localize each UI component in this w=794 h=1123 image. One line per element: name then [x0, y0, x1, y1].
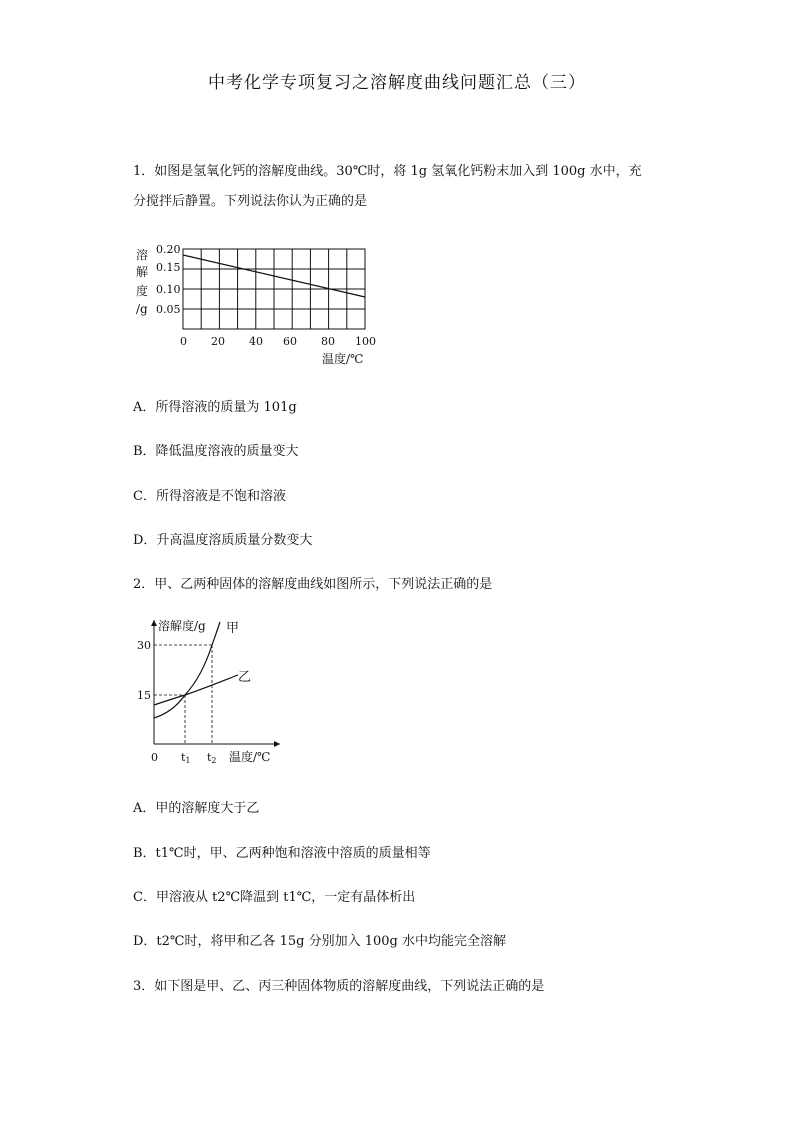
q1-ylabel-char: 度 [136, 284, 149, 298]
q1-ytick-label: 0.05 [156, 303, 181, 316]
q2-xtick-label: t1 [181, 751, 191, 765]
q1-ylabel-char: /g [136, 302, 148, 316]
q1-option-d[interactable]: D．升高温度溶质质量分数变大 [133, 533, 313, 548]
q2-ytick-label: 15 [137, 689, 151, 702]
q1-xlabel: 温度/℃ [322, 352, 364, 366]
q2-option-a[interactable]: A．甲的溶解度大于乙 [133, 801, 260, 816]
q2-series-jia-label: 甲 [226, 621, 240, 636]
q1-stem-line1: 1．如图是氢氧化钙的溶解度曲线。30℃时，将 1g 氢氧化钙粉末加入到 100g 水中，充 [133, 164, 642, 179]
q2-ylabel: 溶解度/g [158, 619, 206, 633]
q2-xlabel: 温度/℃ [229, 750, 271, 764]
q1-ytick-label: 0.15 [156, 261, 181, 274]
q2-solubility-chart [130, 612, 290, 772]
q1-xtick-label: 60 [283, 335, 297, 348]
q1-xtick-label: 80 [321, 335, 335, 348]
q1-xtick-label: 0 [180, 335, 187, 348]
q3-stem: 3．如下图是甲、乙、丙三种固体物质的溶解度曲线，下列说法正确的是 [133, 979, 545, 994]
q2-option-d[interactable]: D．t2℃时，将甲和乙各 15g 分别加入 100g 水中均能完全溶解 [133, 934, 506, 949]
q2-origin-label: 0 [151, 751, 158, 764]
q1-ytick-label: 0.10 [156, 283, 181, 296]
q1-solubility-chart [130, 240, 390, 370]
q2-option-b[interactable]: B．t1℃时，甲、乙两种饱和溶液中溶质的质量相等 [133, 846, 431, 861]
q1-ytick-label: 0.20 [156, 243, 181, 256]
q2-stem: 2．甲、乙两种固体的溶解度曲线如图所示，下列说法正确的是 [133, 577, 493, 592]
page-title: 中考化学专项复习之溶解度曲线问题汇总（三） [208, 73, 586, 93]
q1-option-c[interactable]: C．所得溶液是不饱和溶液 [133, 489, 286, 504]
q1-xtick-label: 40 [249, 335, 263, 348]
q1-xtick-label: 100 [355, 335, 376, 348]
q1-stem-line2: 分搅拌后静置。下列说法你认为正确的是 [133, 194, 368, 209]
q2-series-yi-label: 乙 [238, 670, 252, 685]
q2-ytick-label: 30 [137, 639, 151, 652]
q1-option-a[interactable]: A．所得溶液的质量为 101g [133, 400, 297, 415]
q1-xtick-label: 20 [211, 335, 225, 348]
q2-option-c[interactable]: C．甲溶液从 t2℃降温到 t1℃，一定有晶体析出 [133, 890, 416, 905]
q1-ylabel-char: 溶 [136, 248, 149, 262]
q2-series-jia-curve [154, 622, 220, 718]
q1-ylabel-char: 解 [136, 265, 149, 279]
q2-xtick-label: t2 [207, 751, 217, 765]
q1-option-b[interactable]: B．降低温度溶液的质量变大 [133, 444, 299, 459]
